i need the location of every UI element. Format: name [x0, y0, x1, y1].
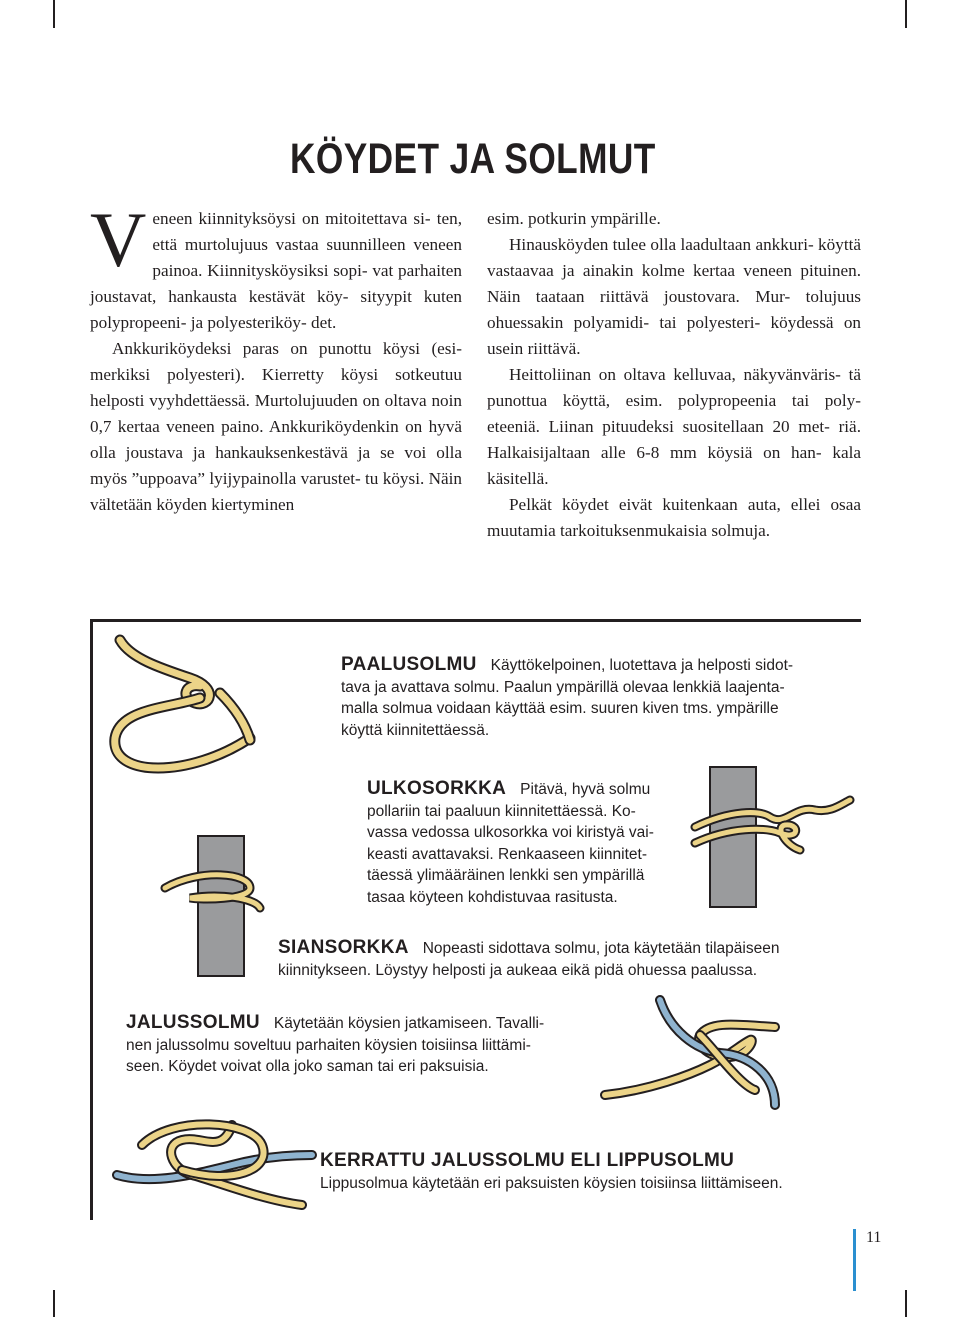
crop-mark: [905, 0, 907, 28]
page-number: 11: [866, 1229, 882, 1246]
page-title: KÖYDET JA SOLMUT: [290, 135, 656, 183]
text-line: eneen kiinnityksöysi on mitoitettava si-: [152, 209, 431, 228]
text-line: tasaa köyteen kohdistuvaa rasitusta.: [367, 888, 618, 906]
text-line: esim. potkurin ympärille.: [487, 209, 661, 228]
text-line: on hyvä olla joustava ja hankauksenkestävä ja se: [90, 417, 462, 462]
text-line: helposti vyyhdettäessä. Murtolujuuden on oltava: [90, 391, 427, 410]
page-number-bar: [853, 1229, 856, 1291]
text-line: muutamia tarkoituksenmukaisia solmuja.: [487, 521, 771, 540]
text-line: riä. Halkaisijaltaan alle 6-8 mm köysiä on han-: [487, 417, 861, 462]
text-line: Lippusolmua käytetään eri paksuisten köysien toisiinsa liittämiseen.: [320, 1174, 783, 1192]
continued-paragraph: [487, 206, 861, 232]
text-line: Pitävä, hyvä solmu: [520, 781, 651, 798]
throw-line-paragraph: [487, 362, 861, 492]
text-line: Käytetään köysien jatkamiseen. Tavalli-: [273, 1015, 545, 1032]
text-line: [367, 778, 654, 801]
bowline-illustration: [100, 628, 270, 798]
jalussolmu-description: [126, 1012, 544, 1078]
text-line: malla solmua voidaan käyttää esim. suuren kiven tms. ympärille: [341, 700, 779, 717]
crop-mark: [905, 1290, 907, 1317]
text-line: Nopeasti sidottava solmu, jota käytetään tilapäiseen: [422, 940, 780, 957]
text-line: täessä ylimääräinen lenkki sen ympärillä: [367, 867, 645, 884]
text-line: Ankkuriköydeksi paras on punottu köysi (esi-: [112, 339, 462, 358]
lippusolmu-description: [320, 1150, 783, 1194]
text-line: pollariin tai paaluun kiinnitettäessä. Ko-: [367, 802, 636, 820]
text-line: tu köysi. Näin vältetään köyden kiertyminen: [90, 469, 462, 514]
text-line: tolujuus ohuessakin polyamidi- tai polyesteri-: [487, 287, 861, 332]
text-line: ten, että murtolujuus vastaa suunnilleen: [152, 209, 463, 254]
text-line: eteeniä. Liinan pituudeksi suositellaan 20 met-: [487, 417, 830, 436]
knot-title: SIANSORKKA: [278, 937, 409, 958]
knot-title: KERRATTU JALUSSOLMU ELI LIPPUSOLMU: [320, 1150, 735, 1171]
closing-paragraph: [487, 492, 861, 544]
text-line: kala käsitellä.: [487, 443, 861, 488]
text-line: Heittoliinan on oltava kelluvaa, näkyvänväris-: [509, 365, 841, 384]
right-column: [487, 206, 861, 544]
text-line: sityypit kuten polypropeeni- ja polyesteriköy-: [90, 287, 462, 332]
paalusolmu-description: [341, 654, 793, 741]
text-line: vassa vedossa ulkosorkka voi kiristyä vai-: [367, 824, 654, 841]
text-line: pituinen. Näin taataan riittävä joustovara. Mur-: [487, 261, 861, 306]
text-line: [278, 937, 779, 960]
text-line: tä punottua köyttä, esim. polypropeenia tai poly-: [487, 365, 861, 410]
text-line: noin 0,7 kertaa veneen paino. Ankkuriköydenkin: [90, 391, 463, 436]
sheet-bend-illustration: [600, 995, 780, 1110]
text-line: [126, 1012, 544, 1035]
text-line: merkiksi polyesteri). Kierretty köysi sotkeutuu: [90, 365, 462, 384]
drop-cap: V: [90, 196, 147, 283]
double-sheet-bend-illustration: [112, 1105, 312, 1220]
text-line: Käyttökelpoinen, luotettava ja helposti sidot-: [490, 657, 794, 674]
knot-title: ULKOSORKKA: [367, 778, 507, 799]
text-line: kiinnitykseen. Löystyy helposti ja aukeaa eikä pidä ohuessa paalussa.: [278, 961, 758, 979]
text-line: keasti avattavaksi. Renkaaseen kiinnitet-: [367, 845, 648, 863]
knot-title: JALUSSOLMU: [126, 1012, 260, 1033]
text-line: köyttä kiinnitettäessä.: [341, 721, 490, 739]
round-turn-hitch-illustration: [690, 765, 860, 910]
left-column: [90, 196, 463, 518]
tow-rope-paragraph: [487, 232, 861, 362]
text-line: köyttä vastaavaa ja ainakin kolme kertaa veneen: [487, 235, 861, 280]
text-line: köydessä on usein riittävä.: [487, 313, 862, 358]
text-line: seen. Köydet voivat olla joko saman tai eri paksuisia.: [126, 1058, 489, 1075]
text-line: [341, 654, 793, 677]
text-line: nen jalussolmu soveltuu parhaiten köysien toisiinsa liittämi-: [126, 1036, 531, 1054]
clove-hitch-illustration: [160, 828, 270, 978]
text-line: veneen painoa. Kiinnitysköysiksi sopi-: [152, 235, 462, 280]
text-line: vat parhaiten joustavat, hankausta kestävät köy-: [90, 261, 462, 306]
crop-mark: [53, 0, 55, 28]
text-line: det.: [311, 313, 337, 332]
intro-paragraph: [90, 196, 463, 336]
siansorkka-description: [278, 937, 779, 981]
text-line: voi olla myös ”uppoava” lyijypainolla varustet-: [90, 443, 462, 488]
crop-mark: [53, 1290, 55, 1317]
knot-title: PAALUSOLMU: [341, 654, 477, 675]
text-line: Hinausköyden tulee olla laadultaan ankkuri-: [509, 235, 814, 254]
text-line: tava ja avattava solmu. Paalun ympärillä olevaa lenkkiä laajenta-: [341, 678, 785, 696]
text-line: Pelkät köydet eivät kuitenkaan auta, ellei osaa: [509, 495, 861, 514]
ulkosorkka-description: [367, 778, 654, 908]
text-line: [320, 1150, 783, 1173]
anchor-rope-paragraph: [90, 336, 462, 518]
